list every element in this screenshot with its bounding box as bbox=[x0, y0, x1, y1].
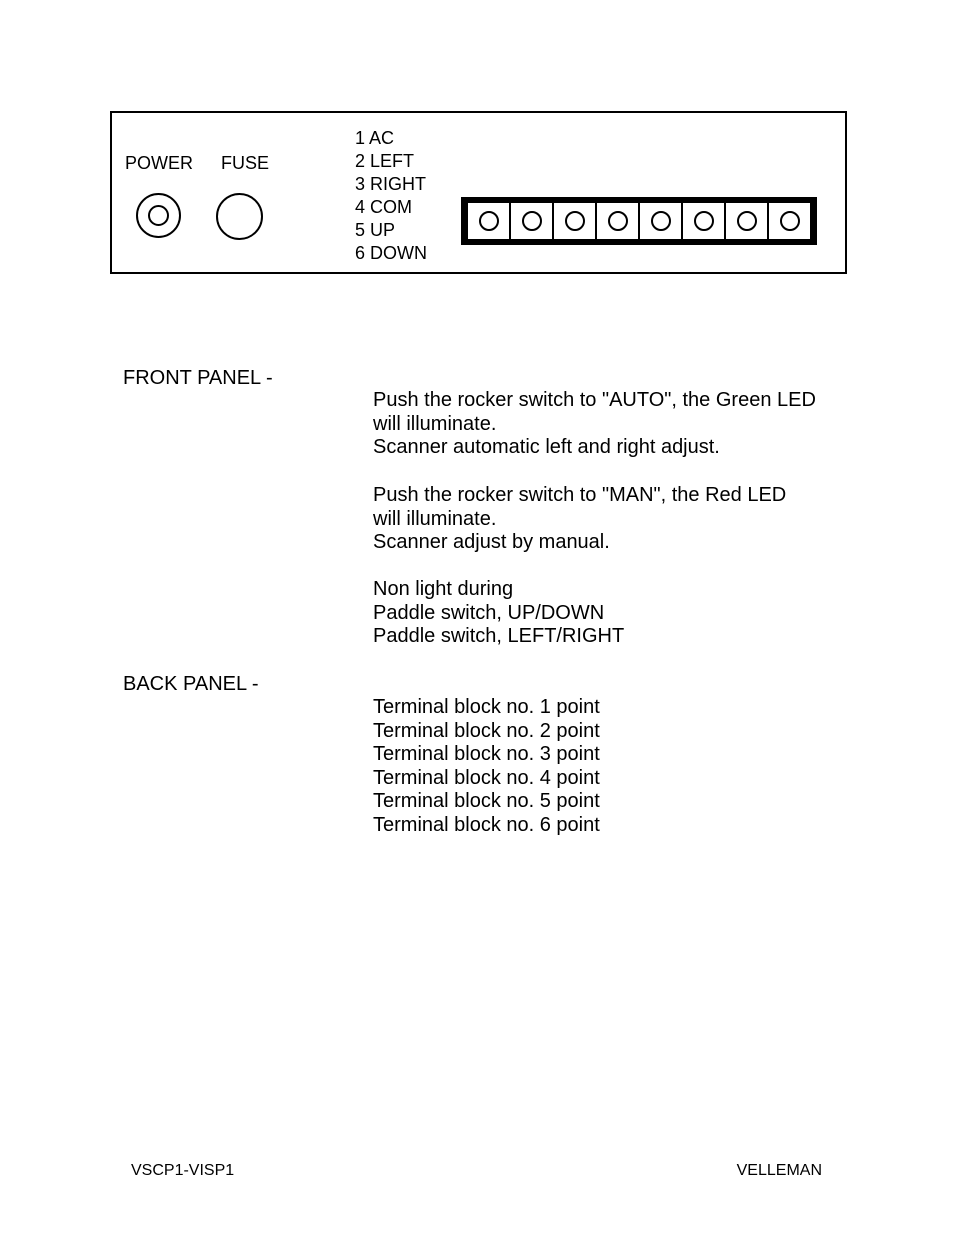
pin-label: 6 DOWN bbox=[355, 243, 427, 263]
text-line: Paddle switch, LEFT/RIGHT bbox=[373, 625, 625, 648]
pin-label: 5 UP bbox=[355, 220, 396, 240]
fuse-label: FUSE bbox=[221, 153, 270, 173]
text-line: Scanner automatic left and right adjust. bbox=[373, 436, 720, 459]
terminal-description bbox=[373, 696, 600, 838]
terminal-screw-icon bbox=[651, 211, 671, 231]
text-line: will illuminate. bbox=[373, 507, 497, 530]
terminal-cell bbox=[640, 203, 683, 239]
terminal-cell bbox=[769, 203, 810, 239]
pin-label: 1 AC bbox=[355, 128, 395, 148]
back-panel-diagram bbox=[110, 111, 847, 274]
power-label: POWER bbox=[125, 153, 194, 173]
pin-label: 3 RIGHT bbox=[355, 174, 427, 194]
auto-description bbox=[373, 389, 816, 460]
paddle-description bbox=[373, 578, 624, 649]
pin-label: 2 LEFT bbox=[355, 151, 415, 171]
power-jack-icon bbox=[136, 193, 181, 238]
terminal-screw-icon bbox=[522, 211, 542, 231]
text-line: Terminal block no. 2 point bbox=[373, 719, 600, 742]
text-line: Terminal block no. 5 point bbox=[373, 790, 600, 813]
terminal-screw-icon bbox=[737, 211, 757, 231]
footer-brand: VELLEMAN bbox=[736, 1162, 822, 1179]
text-line: Push the rocker switch to "MAN", the Red LED bbox=[373, 484, 787, 506]
text-line: Terminal block no. 6 point bbox=[373, 813, 600, 836]
text-line: Paddle switch, UP/DOWN bbox=[373, 601, 605, 624]
terminal-cell bbox=[726, 203, 769, 239]
terminal-block bbox=[461, 197, 817, 245]
terminal-screw-icon bbox=[694, 211, 714, 231]
terminal-screw-icon bbox=[565, 211, 585, 231]
text-line: Terminal block no. 4 point bbox=[373, 766, 600, 789]
terminal-cell bbox=[511, 203, 554, 239]
power-jack-inner-ring bbox=[148, 205, 169, 226]
terminal-cell bbox=[597, 203, 640, 239]
front-panel-heading: FRONT PANEL - bbox=[123, 367, 273, 389]
pin-label: 4 COM bbox=[355, 197, 413, 217]
text-line: Terminal block no. 3 point bbox=[373, 743, 600, 766]
pin-list bbox=[355, 127, 427, 265]
terminal-cell bbox=[554, 203, 597, 239]
text-line: Scanner adjust by manual. bbox=[373, 531, 610, 554]
text-line: Push the rocker switch to "AUTO", the Green LED bbox=[373, 389, 816, 411]
terminal-screw-icon bbox=[780, 211, 800, 231]
text-line: Terminal block no. 1 point bbox=[373, 696, 600, 718]
terminal-screw-icon bbox=[608, 211, 628, 231]
text-line: Non light during bbox=[373, 578, 514, 600]
fuse-holder-icon bbox=[216, 193, 263, 240]
footer-model: VSCP1-VISP1 bbox=[131, 1162, 235, 1179]
text-line: will illuminate. bbox=[373, 412, 497, 435]
terminal-screw-icon bbox=[479, 211, 499, 231]
man-description bbox=[373, 484, 786, 555]
back-panel-heading: BACK PANEL - bbox=[123, 673, 259, 695]
terminal-cell bbox=[468, 203, 511, 239]
terminal-cell bbox=[683, 203, 726, 239]
